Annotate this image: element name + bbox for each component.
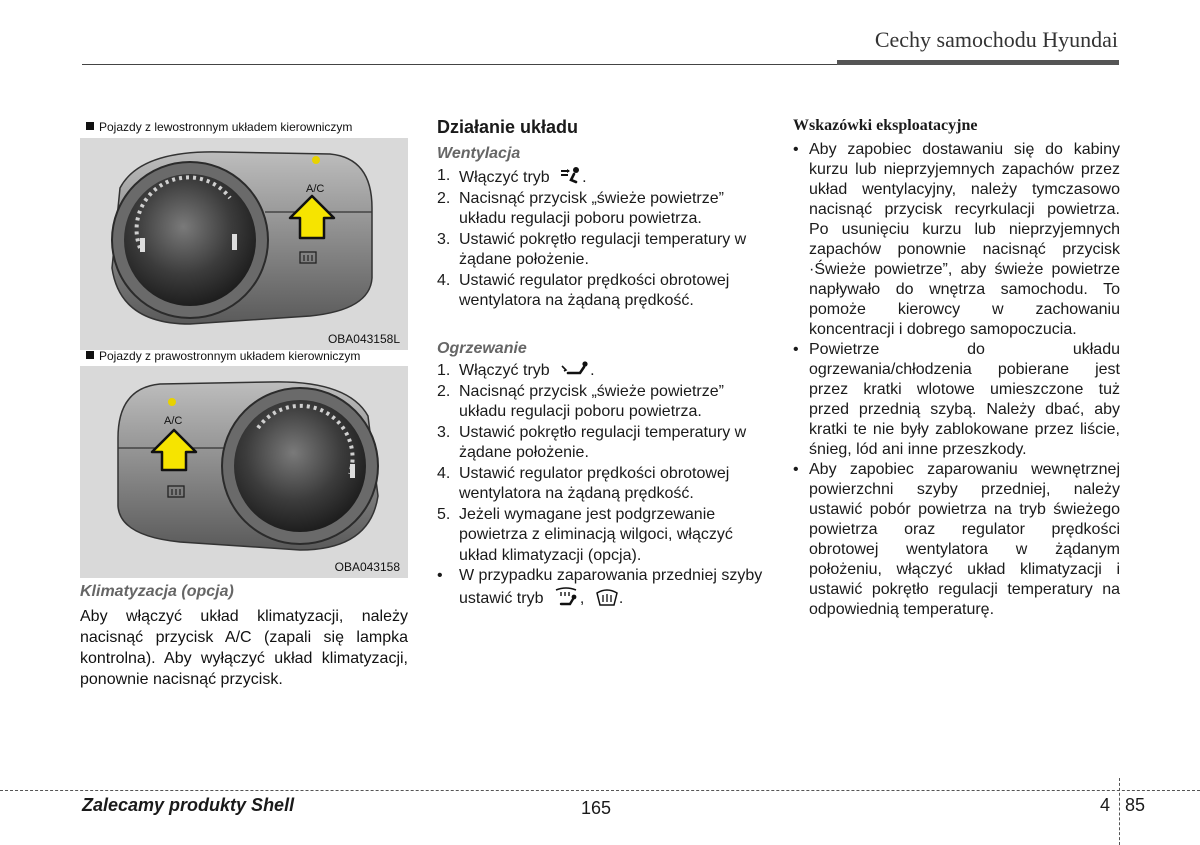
footer-rule [0,790,1200,791]
list-item: 1. Włączyć tryb . [437,167,587,186]
list-item: 3. Ustawić pokrętło regulacji temperatury w żądane położenie. [437,423,747,461]
list-item: • Powietrze do układu ogrzewania/chłodzenia pobierane jest przez kratki wlotowe umieszczone tuż przed przednią szybą. Należy dbać, aby kratki te nie były zablokowane przez liście, śnieg, lód ani inne przeszkody. [793,341,1120,458]
footer-divider [1119,778,1120,845]
list-item: 2. Nacisnąć przycisk „świeże powietrze” układu regulacji poboru powietrza. [437,189,724,227]
list-item: 2. Nacisnąć przycisk „świeże powietrze” układu regulacji poboru powietrza. [437,382,724,420]
ac-heading: Klimatyzacja (opcja) [80,583,234,600]
bullet-icon: • [793,461,799,478]
list-item: 1. Włączyć tryb . [437,362,595,379]
ventilation-heading: Wentylacja [437,145,521,162]
ac-button-label: A/C [306,183,325,195]
section-title: Działanie układu [437,117,579,137]
ac-button-label: A/C [164,415,183,427]
header-rule [82,64,837,65]
header-bar [837,60,1119,65]
heating-heading: Ogrzewanie [437,340,527,357]
tips-title: Wskazówki eksploatacyjne [793,117,978,134]
square-bullet-icon [86,122,94,130]
list-item: 4. Ustawić regulator prędkości obrotowej wentylatora na żądaną prędkość. [437,464,730,502]
bullet-icon: • [793,341,799,358]
climate-panel-illustration-rhd [80,366,408,578]
list-item: • W przypadku zaparowania przedniej szyby ustawić tryb , . [437,567,763,607]
ac-paragraph: Aby włączyć układ klimatyzacji, należy nacisnąć przycisk A/C (zapali się lampka kontrolna). Aby wyłączyć układ klimatyzacji, ponownie nacisnąć przycisk. [80,608,408,688]
heating-steps [437,361,765,609]
list-item: 3. Ustawić pokrętło regulacji temperatury w żądane położenie. [437,230,747,268]
list-item: • Aby zapobiec dostawaniu się do kabiny kurzu lub nieprzyjemnych zapachów przez układ wentylacyjny, należy tymczasowo nacisnąć przycisk recyrkulacji powietrza. Po usunięciu kurzu lub nieprzyjemnych zapachów ponownie nacisnąć przycisk ·Świeże powietrze”, aby świeże powietrze napływało do wnętrza samochodu. To pomoże kierowcy w zachowaniu koncentracji i dobrego samopoczucia. [793,141,1120,338]
face-vent-icon [560,166,582,186]
page-header-title: Cechy samochodu Hyundai [874,27,1118,52]
list-item: 4. Ustawić regulator prędkości obrotowej wentylatora na żądaną prędkość. [437,271,730,309]
figure-1-lhd-panel [80,138,408,350]
footer-page-number: 165 [581,798,612,818]
figure-2-rhd-panel [80,366,408,578]
ventilation-steps [437,166,765,312]
defrost-floor-icon [554,587,580,607]
tips-list [793,140,1120,620]
footer-chapter-page: 85 [1125,795,1146,815]
figure-2-caption: Pojazdy z prawostronnym układem kierowniczym [86,349,360,363]
square-bullet-icon [86,351,94,359]
footer-brand: Zalecamy produkty Shell [82,795,295,815]
figure-1-code: OBA043158L [327,332,400,346]
ac-indicator-led [168,398,176,406]
figure-1-caption: Pojazdy z lewostronnym układem kierowniczym [86,120,352,134]
climate-panel-illustration-lhd [80,138,408,350]
windshield-defrost-icon [595,589,619,607]
footer-section-number: 4 [1100,795,1111,815]
bullet-icon: • [793,141,799,158]
floor-vent-icon [560,361,590,379]
figure-2-code: OBA043158 [334,560,400,574]
list-item: • Aby zapobiec zaparowaniu wewnętrznej powierzchni szyby przedniej, należy ustawić pobór powietrza na tryb świeżego powietrza oraz regulator prędkości obrotowej wentylatora w żądanym położeniu, włączyć układ klimatyzacji i ustawić pokrętło regulacji temperatury na odpowiednią temperaturę. [793,461,1120,618]
list-item: 5. Jeżeli wymagane jest podgrzewanie powietrza z eliminacją wilgoci, włączyć układ klimatyzacji (opcja). [437,505,733,564]
ac-indicator-led [312,156,320,164]
